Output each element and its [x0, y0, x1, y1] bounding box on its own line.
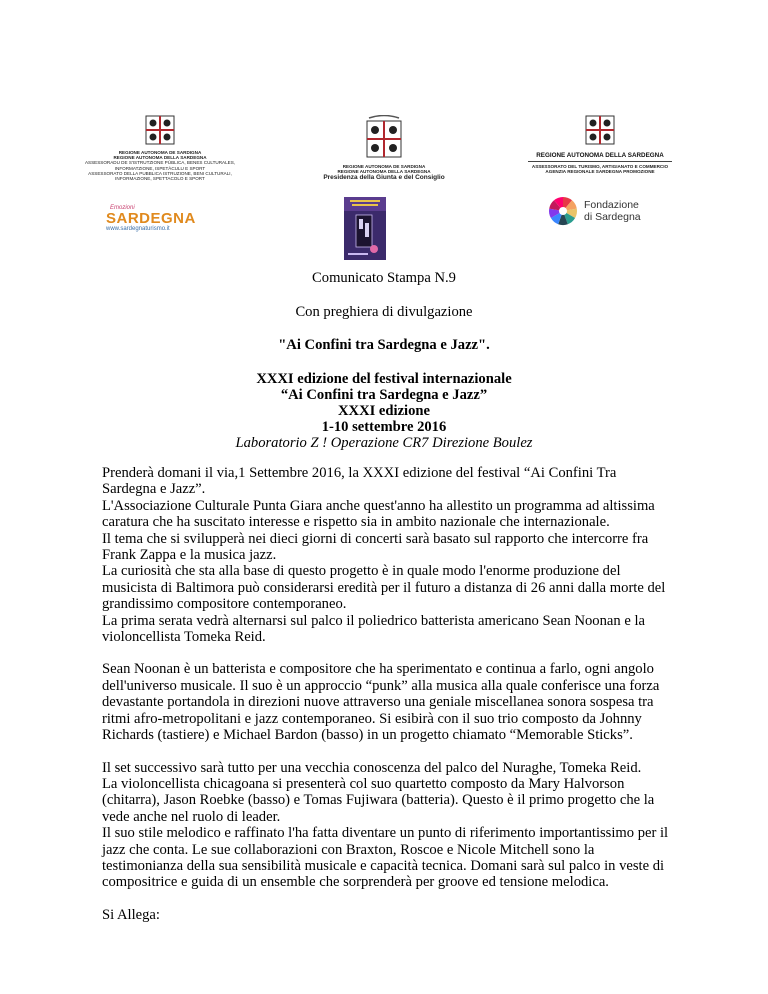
festival-poster: [344, 197, 386, 260]
sardinia-crest-icon: [145, 115, 175, 145]
logo-url: www.sardegnaturismo.it: [106, 226, 170, 232]
logo-text: AGENZIA REGIONALE SARDEGNA PROMOZIONE: [545, 169, 655, 175]
logo-title: REGIONE AUTONOMA DELLA SARDEGNA: [536, 152, 664, 159]
logo-turismo: [510, 115, 690, 174]
comunicato-title: Comunicato Stampa N.9: [312, 270, 456, 286]
preghiera-text: Con preghiera di divulgazione: [295, 304, 473, 320]
logo-text: INFORMATZIONE, ISPETÀCULU E SPORT: [114, 165, 206, 171]
paragraph: Sean Noonan è un batterista e compositore che ha sperimentato e continua a farlo, ogni angolo dell'universo musicale. Il suo è un approccio “punk” alla musica alla quale conferisce una forza devastante portandola in direzioni nuove attraverso una geniale miscellanea sonora sospesa tra ritmi afro-metropolitani e jazz contemporaneo. Si esibirà con il suo trio composto da Johnny Richards (tastiere) e Michael Bardon (basso) in un progetto chiamato “Memorable Sticks”.: [102, 661, 660, 744]
festival-subtitle: Laboratorio Z ! Operazione CR7 Direzione Boulez: [235, 435, 533, 451]
logo-text: ASSESSORADU DE S'ISTRUTZIONE PÙBLICA, BENES CULTURALES,: [84, 160, 236, 166]
article-body: [102, 465, 672, 939]
paragraph: Si Allega:: [102, 906, 160, 923]
logo-brand: SARDEGNA: [106, 210, 196, 227]
fondazione-star-icon: [548, 196, 578, 226]
paragraph: Prenderà domani il via,1 Settembre 2016, la XXXI edizione del festival “Ai Confini Tra Sardegna e Jazz”. L'Associazione Culturale Punta Giara anche quest'anno ha allestito un programma ad altissima caratura che ha suscitato interesse e rispetto sia in ambito nazionale che internazionale. Il tema che si svilupperà nei dieci giorni di concerti sarà basato sul rapporto che intercorre fra Frank Zappa e la musica jazz. La curiosità che sta alla base di questo progetto è in quale modo l'enorme produzione del musicista di Baltimora può considerarsi eredità per il futuro a distanza di 26 anni dalla morte del grandissimo compositore contemporaneo. La prima serata vedrà alternarsi sul palco il poliedrico batterista americano Sean Noonan e la violoncellista Tomeka Reid.: [102, 465, 666, 646]
logo-regione-istruzione: [80, 115, 240, 181]
paragraph: Il set successivo sarà tutto per una vecchia conoscenza del palco del Nuraghe, Tomeka Reid. La violoncellista chicagoana si presenterà col suo quartetto composto da Mary Halvorson (chitarra), Jason Roebke (basso) e Tomas Fujiwara (batteria). Questo è il primo progetto che la vede anche nel ruolo di leader. Il suo stile melodico e raffinato l'ha fatta diventare un punto di riferimento importantissimo per il jazz che conta. Le sue collaborazioni con Braxton, Roscoe e Nicole Mitchell sono la testimonianza della sua sensibilità musicale e capacità tecnica. Domani sarà sul palco in veste di compositrice e guida di un ensemble che sorprenderà per groove ed tensione melodica.: [102, 759, 669, 891]
sardinia-crest-icon: [363, 115, 405, 159]
logo-text: di Sardegna: [584, 211, 641, 223]
logo-text: Fondazione: [584, 199, 639, 211]
press-release-title: "Ai Confini tra Sardegna e Jazz".: [278, 337, 490, 353]
festival-name: “Ai Confini tra Sardegna e Jazz”: [280, 387, 488, 403]
logo-text: INFORMAZIONE, SPETTACOLO E SPORT: [115, 176, 205, 182]
logo-small-text: Emozioni: [110, 205, 135, 211]
edition-heading: XXXI edizione del festival internazionale: [256, 371, 512, 387]
logo-sardegna-turismo: [106, 205, 201, 232]
logo-text: ASSESSORATO DELLA PUBBLICA ISTRUZIONE, BENI CULTURALI,: [88, 170, 232, 176]
sardinia-crest-icon: [585, 115, 615, 145]
logo-text: ASSESSORATO DEL TURISMO, ARTIGIANATO E COMMERCIO: [531, 164, 669, 169]
logo-divider: [528, 161, 672, 162]
logo-text: REGIONE AUTONOMA DE SARDIGNA: [118, 150, 202, 155]
edition-number: XXXI edizione: [337, 403, 431, 419]
logo-presidenza: [304, 115, 464, 181]
festival-dates: 1-10 settembre 2016: [321, 419, 447, 435]
logo-caption: Presidenza della Giunta e del Consiglio: [323, 174, 445, 182]
logo-text: REGIONE AUTONOMA DELLA SARDEGNA: [113, 155, 207, 161]
logo-text: REGIONE AUTONOMA DE SARDIGNA: [342, 164, 426, 169]
poster-artwork: [344, 197, 386, 260]
logo-text: REGIONE AUTONOMA DELLA SARDEGNA: [337, 169, 431, 175]
